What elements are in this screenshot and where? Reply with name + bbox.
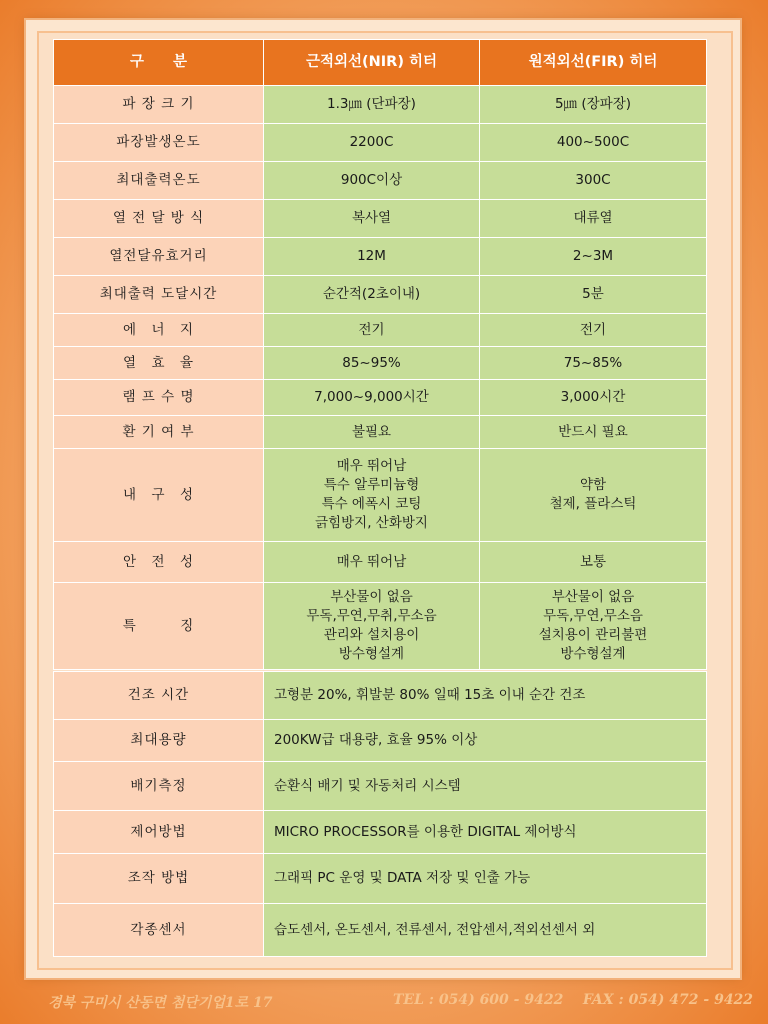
- nir-value-line: 불필요: [351, 423, 392, 440]
- fir-value-cell: [480, 162, 707, 200]
- nir-value-line: 복사열: [351, 210, 392, 226]
- table-row: [54, 542, 707, 583]
- spec-label: 최대용량: [54, 720, 264, 762]
- nir-value-cell: [264, 162, 480, 200]
- nir-value-line: 특수 에폭시 코팅: [321, 496, 422, 512]
- table-row: [54, 238, 707, 276]
- nir-value-cell: [264, 583, 480, 670]
- fir-value-line: 부산물이 없음: [551, 589, 635, 605]
- nir-value-cell: [264, 449, 480, 542]
- nir-value-cell: [264, 276, 480, 314]
- fir-value-line: 무독,무연,무소음: [543, 608, 643, 624]
- row-label: 안 전 성: [54, 542, 264, 583]
- header-nir-heater: 근적외선(NIR) 히터: [264, 40, 480, 86]
- spec-row: [54, 904, 707, 957]
- nir-value-line: 12M: [357, 248, 386, 264]
- spec-value: 고형분 20%, 휘발분 80% 일때 15초 이내 순간 건조: [264, 672, 707, 720]
- nir-value-line: 매우 뛰어남: [336, 458, 407, 474]
- fir-value-cell: [480, 380, 707, 416]
- nir-value-line: 무독,무연,무취,무소음: [306, 608, 437, 624]
- spec-label: 조작 방법: [54, 854, 264, 904]
- row-label: 파장발생온도: [54, 124, 264, 162]
- fir-value-cell: [480, 347, 707, 380]
- spec-value: 그래픽 PC 운영 및 DATA 저장 및 인출 가능: [264, 854, 707, 904]
- specification-table: [53, 671, 707, 957]
- fir-value-line: 반드시 필요: [558, 423, 628, 440]
- fir-value-cell: [480, 86, 707, 124]
- nir-value-line: 7,000~9,000시간: [314, 389, 429, 405]
- fir-value-cell: [480, 583, 707, 670]
- fir-value-line: 철제, 플라스틱: [549, 496, 637, 512]
- spec-label: 건조 시간: [54, 672, 264, 720]
- nir-value-line: 전기: [358, 321, 385, 338]
- nir-value-line: 2200C: [349, 134, 394, 150]
- heater-comparison-table: [53, 39, 707, 670]
- nir-value-line: 900C이상: [340, 172, 403, 188]
- table-header-row: [54, 40, 707, 86]
- row-label: 파 장 크 기: [54, 86, 264, 124]
- fir-value-cell: [480, 238, 707, 276]
- row-label: 환 기 여 부: [54, 416, 264, 449]
- footer-contact: TEL : 054) 600 - 9422 FAX : 054) 472 - 9422: [393, 992, 754, 1008]
- header-fir-heater: 원적외선(FIR) 히터: [480, 40, 707, 86]
- fir-value-line: 300C: [575, 172, 611, 188]
- content-panel: [37, 31, 733, 970]
- fir-value-cell: [480, 124, 707, 162]
- fir-value-cell: [480, 200, 707, 238]
- nir-value-cell: [264, 416, 480, 449]
- table-row: [54, 449, 707, 542]
- fir-value-cell: [480, 542, 707, 583]
- table-row: [54, 276, 707, 314]
- nir-value-cell: [264, 380, 480, 416]
- nir-value-cell: [264, 124, 480, 162]
- table-row: [54, 86, 707, 124]
- row-label: 에 너 지: [54, 314, 264, 347]
- header-category: 구 분: [54, 40, 264, 86]
- fir-value-cell: [480, 449, 707, 542]
- nir-value-cell: [264, 86, 480, 124]
- spec-value: 순환식 배기 및 자동처리 시스템: [264, 762, 707, 811]
- nir-value-line: 긁힘방지, 산화방지: [315, 515, 428, 531]
- row-label: 열 효 율: [54, 347, 264, 380]
- row-label: 내 구 성: [54, 449, 264, 542]
- row-label: 특 징: [54, 583, 264, 670]
- nir-value-line: 부산물이 없음: [330, 589, 413, 605]
- fir-value-line: 보통: [579, 553, 607, 570]
- fir-value-line: 2~3M: [572, 248, 614, 264]
- spec-label: 각종센서: [54, 904, 264, 957]
- table-row: [54, 583, 707, 670]
- nir-value-cell: [264, 200, 480, 238]
- spec-row: [54, 854, 707, 904]
- row-label: 최대출력온도: [54, 162, 264, 200]
- row-label: 열 전 달 방 식: [54, 200, 264, 238]
- table-row: [54, 416, 707, 449]
- spec-value: 습도센서, 온도센서, 전류센서, 전압센서,적외선센서 외: [264, 904, 707, 957]
- table-row: [54, 200, 707, 238]
- fir-value-line: 방수형설계: [560, 646, 626, 662]
- table-row: [54, 347, 707, 380]
- spec-row: [54, 811, 707, 854]
- nir-value-line: 방수형설계: [338, 646, 405, 662]
- spec-row: [54, 672, 707, 720]
- fir-value-line: 5분: [582, 286, 604, 302]
- fir-value-cell: [480, 276, 707, 314]
- fir-value-line: 대류열: [573, 210, 613, 226]
- nir-value-cell: [264, 347, 480, 380]
- fir-value-line: 5㎛ (장파장): [554, 96, 632, 112]
- nir-value-cell: [264, 542, 480, 583]
- fir-value-line: 전기: [579, 321, 607, 338]
- nir-value-cell: [264, 314, 480, 347]
- row-label: 열전달유효거리: [54, 238, 264, 276]
- fir-value-line: 설치용이 관리불편: [538, 627, 648, 643]
- table-row: [54, 380, 707, 416]
- fir-value-cell: [480, 314, 707, 347]
- table-row: [54, 162, 707, 200]
- fir-value-line: 약함: [579, 477, 607, 493]
- fir-value-cell: [480, 416, 707, 449]
- spec-row: [54, 720, 707, 762]
- table-row: [54, 124, 707, 162]
- nir-value-cell: [264, 238, 480, 276]
- nir-value-line: 85~95%: [342, 354, 401, 371]
- nir-value-line: 순간적(2초이내): [322, 286, 421, 302]
- nir-value-line: 매우 뛰어남: [336, 553, 407, 570]
- fir-value-line: 75~85%: [563, 354, 623, 371]
- spec-value: MICRO PROCESSOR를 이용한 DIGITAL 제어방식: [264, 811, 707, 854]
- document-frame: [26, 20, 740, 978]
- spec-row: [54, 762, 707, 811]
- row-label: 최대출력 도달시간: [54, 276, 264, 314]
- nir-value-line: 1.3㎛ (단파장): [327, 96, 416, 112]
- spec-value: 200KW급 대용량, 효율 95% 이상: [264, 720, 707, 762]
- spec-label: 배기측정: [54, 762, 264, 811]
- footer-address: 경북 구미시 산동면 첨단기업1로 17: [48, 995, 273, 1011]
- fir-value-line: 400~500C: [556, 134, 630, 150]
- fir-value-line: 3,000시간: [560, 389, 626, 405]
- nir-value-line: 관리와 설치용이: [323, 627, 420, 643]
- spec-label: 제어방법: [54, 811, 264, 854]
- row-label: 램 프 수 명: [54, 380, 264, 416]
- nir-value-line: 특수 알루미늄형: [323, 477, 420, 493]
- table-row: [54, 314, 707, 347]
